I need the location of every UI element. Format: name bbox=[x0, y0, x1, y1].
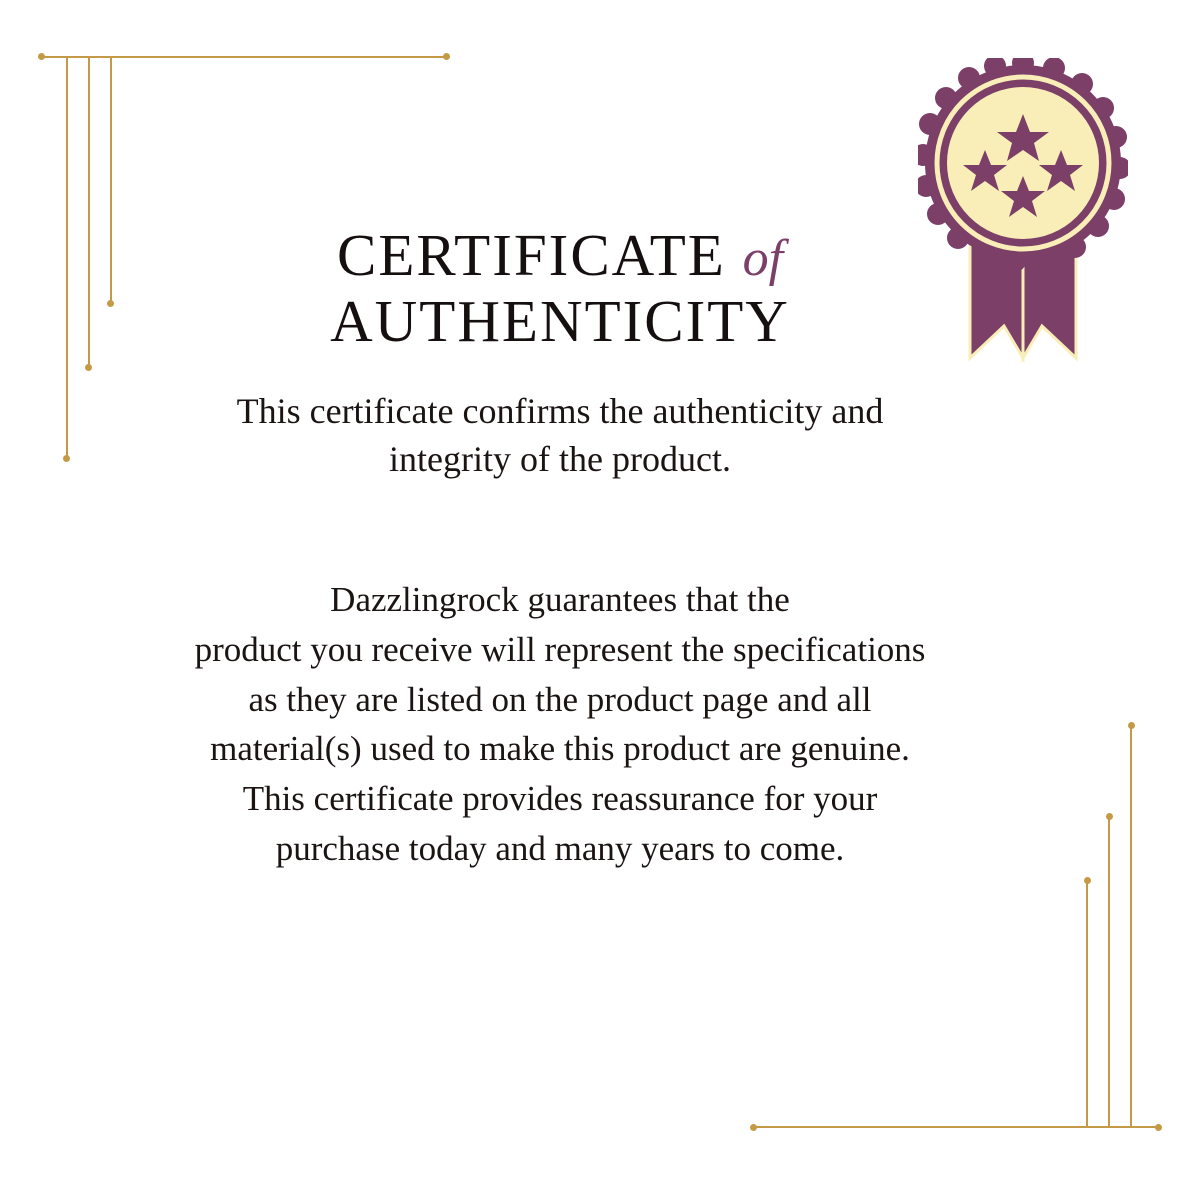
decor-dot bbox=[1155, 1124, 1162, 1131]
decor-dot bbox=[85, 364, 92, 371]
page-title bbox=[110, 222, 1010, 354]
decor-dot bbox=[1106, 813, 1113, 820]
decor-dot bbox=[1128, 722, 1135, 729]
decor-dot bbox=[1084, 877, 1091, 884]
decor-line-horizontal bbox=[42, 56, 447, 58]
decor-line-vertical bbox=[1086, 880, 1088, 1128]
decor-dot bbox=[443, 53, 450, 60]
body-line: This certificate provides reassurance for your bbox=[242, 779, 878, 819]
body-line: product you receive will represent the specifications bbox=[194, 630, 926, 670]
subtitle-line-2: integrity of the product. bbox=[389, 438, 731, 479]
body-line: as they are listed on the product page and all bbox=[248, 679, 872, 719]
title-of: of bbox=[742, 230, 784, 287]
body-line: material(s) used to make this product are genuine. bbox=[210, 729, 910, 769]
title-main: CERTIFICATE bbox=[336, 222, 726, 288]
subtitle-line-1: This certificate confirms the authenticity and bbox=[236, 391, 884, 432]
decor-line-vertical bbox=[1108, 816, 1110, 1128]
decor-line-vertical bbox=[88, 56, 90, 368]
certificate-subtitle bbox=[145, 388, 975, 483]
decor-dot bbox=[38, 53, 45, 60]
decor-line-vertical bbox=[1130, 725, 1132, 1128]
certificate-body bbox=[110, 575, 1010, 873]
decor-line-horizontal bbox=[753, 1126, 1158, 1128]
decor-dot bbox=[750, 1124, 757, 1131]
decor-line-vertical bbox=[66, 56, 68, 459]
body-line: purchase today and many years to come. bbox=[275, 828, 845, 868]
decor-dot bbox=[63, 455, 70, 462]
title-second: AUTHENTICITY bbox=[330, 288, 790, 355]
body-line: Dazzlingrock guarantees that the bbox=[330, 580, 790, 620]
certificate-content bbox=[110, 222, 1010, 873]
